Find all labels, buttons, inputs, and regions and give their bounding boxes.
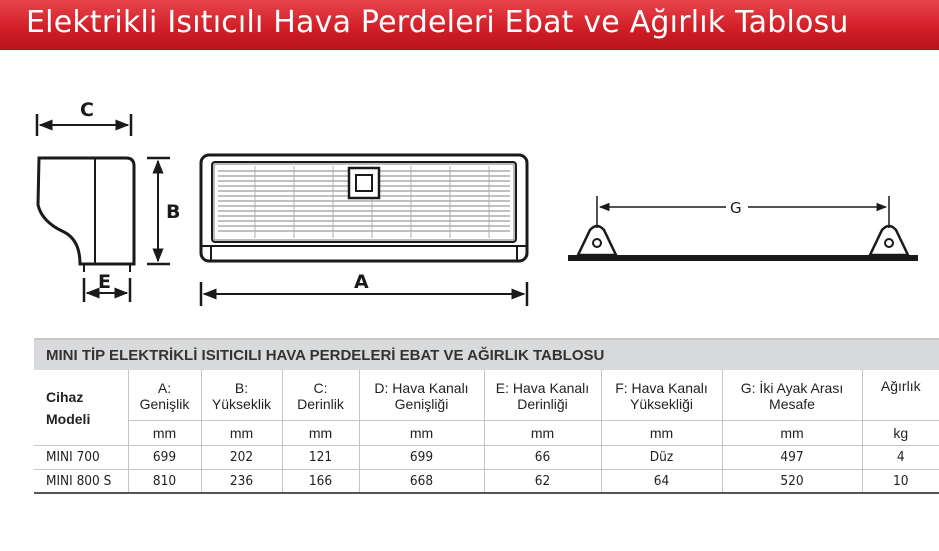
dim-label-c: C [80, 99, 94, 121]
value-cell: 121 [282, 445, 359, 469]
page-title: Elektrikli Isıtıcılı Hava Perdeleri Ebat ve Ağırlık Tablosu [26, 5, 849, 40]
unit-cell: mm [128, 420, 201, 445]
column-header: C: Derinlik [282, 370, 359, 420]
table-units-row [34, 420, 939, 445]
value-cell: 202 [201, 445, 282, 469]
value-cell: 699 [359, 445, 484, 469]
model-column-header: Cihaz Modeli [34, 370, 128, 445]
value-cell: 4 [862, 445, 939, 469]
column-header: A: Genişlik [128, 370, 201, 420]
model-cell: MINI 800 S [34, 469, 128, 493]
dimension-diagram [0, 50, 939, 335]
column-header: G: İki Ayak Arası Mesafe [722, 370, 862, 420]
title-banner [0, 0, 939, 50]
dim-label-g: G [730, 199, 742, 217]
value-cell: 520 [722, 469, 862, 493]
unit-cell: mm [282, 420, 359, 445]
value-cell: 66 [484, 445, 601, 469]
dimension-table-section [34, 338, 939, 494]
dimension-table [34, 370, 939, 494]
table-title: MINI TİP ELEKTRİKLİ ISITICILI HAVA PERDELERİ EBAT VE AĞIRLIK TABLOSU [34, 338, 939, 370]
side-view-drawing [37, 99, 180, 302]
column-header: D: Hava Kanalı Genişliği [359, 370, 484, 420]
value-cell: 699 [128, 445, 201, 469]
dim-label-e: E [98, 271, 111, 293]
dimension-drawings [0, 50, 939, 335]
dim-label-a: A [354, 271, 369, 293]
mounting-view-drawing [568, 196, 918, 261]
value-cell: 10 [862, 469, 939, 493]
unit-cell: mm [722, 420, 862, 445]
table-row [34, 445, 939, 469]
value-cell: 64 [601, 469, 722, 493]
front-view-drawing [201, 155, 527, 306]
model-cell: MINI 700 [34, 445, 128, 469]
table-row [34, 469, 939, 493]
unit-cell: mm [359, 420, 484, 445]
value-cell: 236 [201, 469, 282, 493]
value-cell: 166 [282, 469, 359, 493]
dim-label-b: B [166, 201, 181, 223]
value-cell: 497 [722, 445, 862, 469]
table-header-row [34, 370, 939, 420]
value-cell: Düz [601, 445, 722, 469]
unit-cell: kg [862, 420, 939, 445]
value-cell: 810 [128, 469, 201, 493]
unit-cell: mm [201, 420, 282, 445]
column-header: E: Hava Kanalı Derinliği [484, 370, 601, 420]
unit-cell: mm [601, 420, 722, 445]
value-cell: 62 [484, 469, 601, 493]
value-cell: 668 [359, 469, 484, 493]
column-header: F: Hava Kanalı Yüksekliği [601, 370, 722, 420]
column-header: Ağırlık [862, 370, 939, 420]
unit-cell: mm [484, 420, 601, 445]
column-header: B: Yükseklik [201, 370, 282, 420]
